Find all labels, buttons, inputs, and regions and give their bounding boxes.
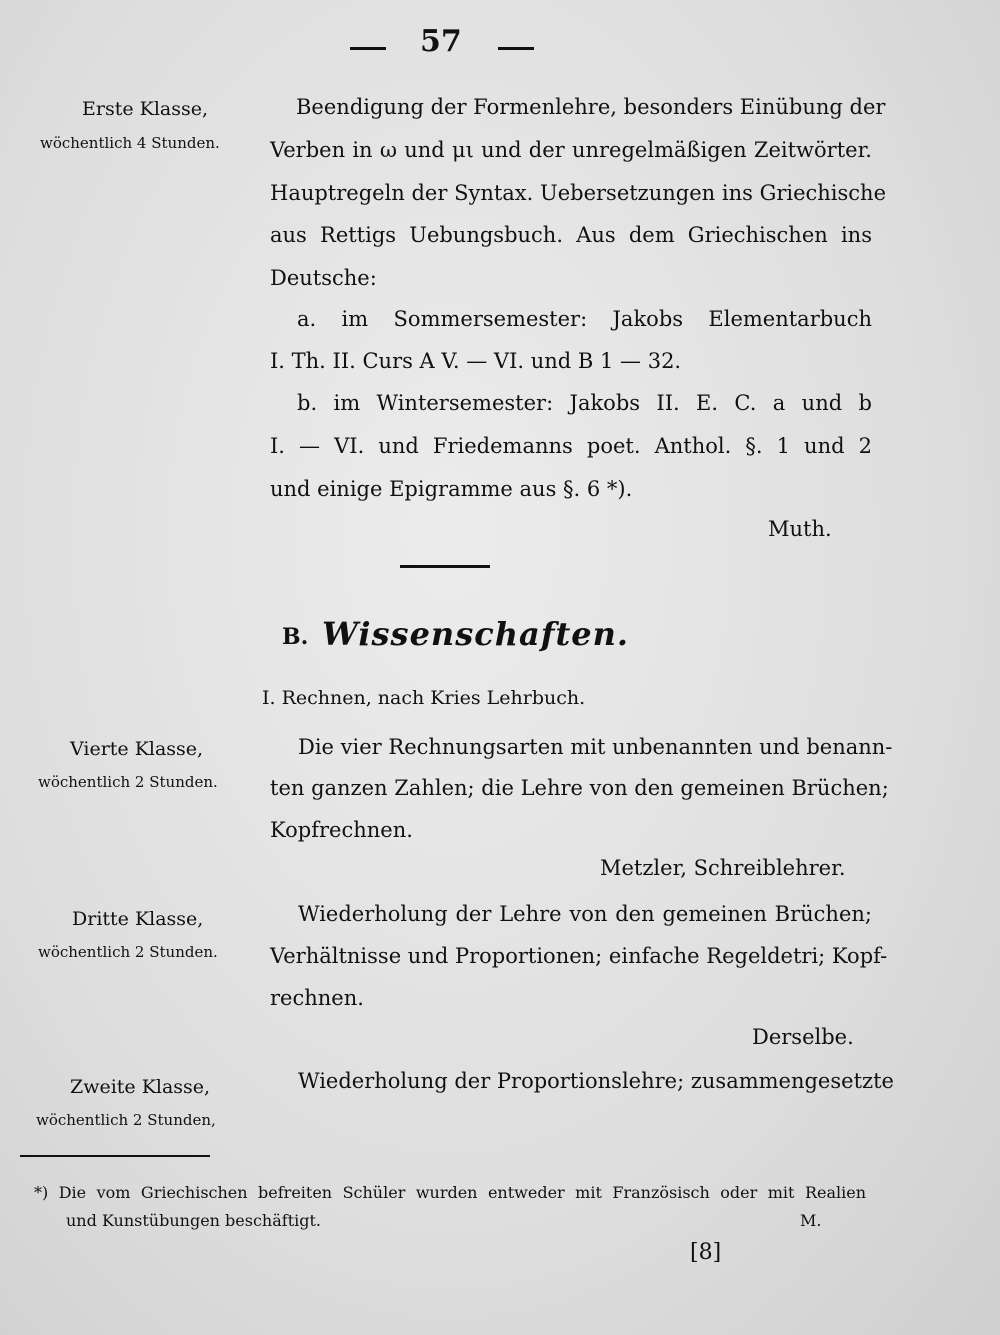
page-number: 57 (420, 24, 462, 59)
body-line: Beendigung der Formenlehre, besonders Einübung der (296, 95, 886, 119)
footnote-line: *) Die vom Griechischen befreiten Schüler wurden entweder mit Französisch oder mit Realien (34, 1183, 866, 1202)
class-hours: wöchentlich 2 Stunden, (36, 1111, 216, 1129)
subheading: I. Rechnen, nach Kries Lehrbuch. (262, 687, 586, 709)
class-name: Zweite Klasse, (70, 1076, 211, 1098)
body-line: Verhältnisse und Proportionen; einfache Regeldetri; Kopf- (270, 944, 888, 968)
body-line: Wiederholung der Proportionslehre; zusammengesetzte (298, 1069, 894, 1093)
signature-mark: [8] (690, 1240, 722, 1265)
body-line: Deutsche: (270, 266, 377, 290)
item-b-line: und einige Epigramme aus §. 6 *). (270, 477, 633, 501)
item-a-line: a. im Sommersemester: Jakobs Elementarbuch (297, 307, 872, 331)
signature: Derselbe. (752, 1025, 854, 1049)
section-divider (400, 565, 490, 568)
class-hours: wöchentlich 4 Stunden. (40, 134, 220, 152)
class-name: Erste Klasse, (82, 98, 209, 120)
body-line: Wiederholung der Lehre von den gemeinen Brüchen; (298, 902, 872, 926)
footnote-initial: M. (800, 1211, 822, 1230)
section-title: Wissenschaften. (322, 615, 629, 653)
signature: Metzler, Schreiblehrer. (600, 856, 846, 880)
footnote-rule (20, 1155, 210, 1157)
header-dash-left (350, 47, 386, 50)
body-line: Hauptregeln der Syntax. Uebersetzungen ins Griechische (270, 181, 887, 205)
header-dash-right (498, 47, 534, 50)
footnote-line: und Kunstübungen beschäftigt. (66, 1211, 321, 1230)
body-line: Die vier Rechnungsarten mit unbenannten und benann- (298, 735, 893, 759)
class-hours: wöchentlich 2 Stunden. (38, 773, 218, 791)
class-name: Vierte Klasse, (70, 738, 204, 760)
class-hours: wöchentlich 2 Stunden. (38, 943, 218, 961)
body-line: rechnen. (270, 986, 364, 1010)
body-line: Kopfrechnen. (270, 818, 413, 842)
class-name: Dritte Klasse, (72, 908, 204, 930)
signature: Muth. (768, 517, 832, 541)
body-line: Verben in ω und μι und der unregelmäßigen Zeitwörter. (270, 138, 872, 162)
body-line: ten ganzen Zahlen; die Lehre von den gemeinen Brüchen; (270, 776, 889, 800)
item-b-line: b. im Wintersemester: Jakobs II. E. C. a und b (297, 391, 872, 415)
item-a-line: I. Th. II. Curs A V. — VI. und B 1 — 32. (270, 349, 682, 373)
section-letter: B. (282, 624, 309, 650)
body-line: aus Rettigs Uebungsbuch. Aus dem Griechischen ins (270, 223, 872, 247)
item-b-line: I. — VI. und Friedemanns poet. Anthol. §. 1 und 2 (270, 434, 872, 458)
